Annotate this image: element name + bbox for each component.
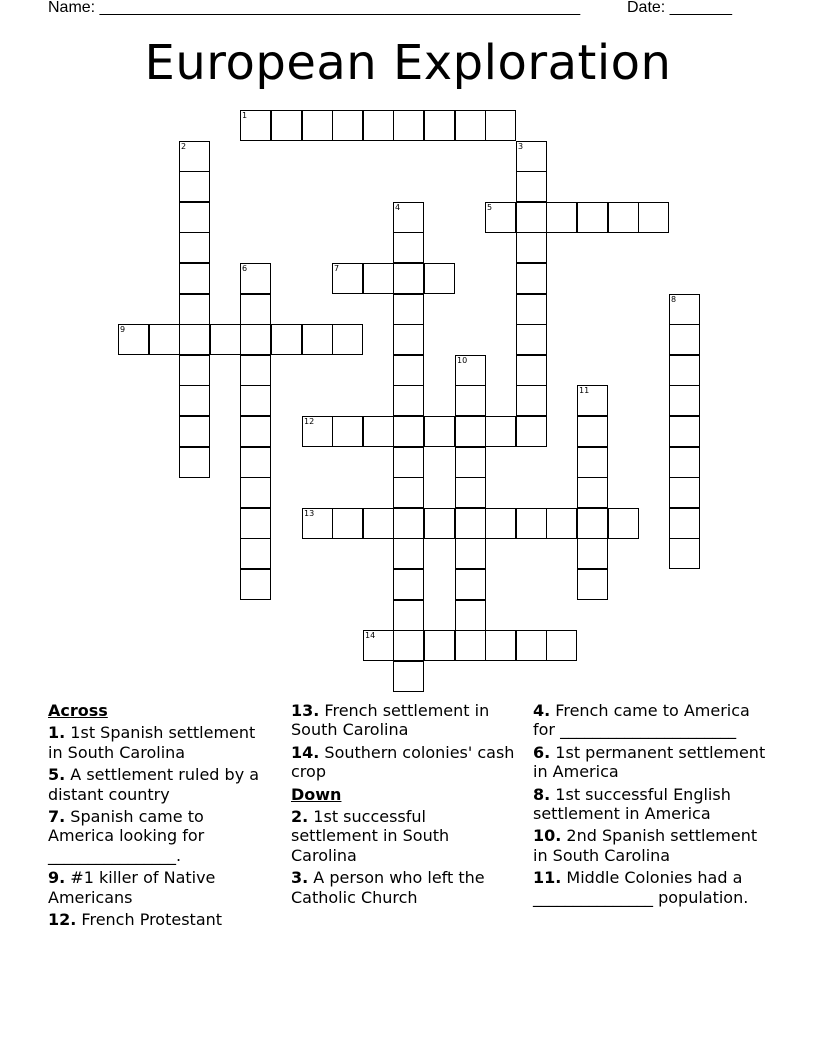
crossword-cell[interactable] <box>485 508 516 539</box>
crossword-cell[interactable] <box>516 630 547 661</box>
clue-item-number: 6. <box>533 742 551 762</box>
crossword-cell[interactable] <box>179 232 210 263</box>
crossword-cell[interactable] <box>240 447 271 478</box>
crossword-cell[interactable] <box>608 202 639 233</box>
clue-item-number: 5. <box>48 765 66 785</box>
crossword-cell[interactable] <box>455 569 486 600</box>
clue-item <box>48 868 273 907</box>
crossword-cell[interactable] <box>179 355 210 386</box>
clue-item-text: Spanish came to America looking for ________________. <box>48 807 205 865</box>
clue-item-text: 1st permanent settlement in America <box>533 742 766 782</box>
crossword-cell[interactable] <box>210 324 241 355</box>
crossword-cell[interactable] <box>332 416 363 447</box>
date-field[interactable]: Date: _______ <box>627 0 732 16</box>
clue-item-number: 10. <box>533 826 562 846</box>
clue-number: 12 <box>304 417 315 426</box>
crossword-cell[interactable] <box>669 416 700 447</box>
clue-number: 9 <box>120 325 126 334</box>
clue-item-number: 7. <box>48 807 66 827</box>
crossword-cell[interactable] <box>332 110 363 141</box>
clue-item <box>291 868 516 907</box>
clue-item-number: 9. <box>48 868 66 888</box>
clue-item-text: 1st successful settlement in South Carolina <box>291 807 450 865</box>
clues-column-1 <box>48 701 273 932</box>
crossword-cell[interactable] <box>179 171 210 202</box>
crossword-cell[interactable] <box>455 508 486 539</box>
crossword-cell[interactable] <box>363 263 394 294</box>
crossword-cell[interactable] <box>179 263 210 294</box>
crossword-cell[interactable] <box>485 416 516 447</box>
crossword-cell[interactable] <box>669 477 700 508</box>
crossword-cell[interactable] <box>516 263 547 294</box>
crossword-cell[interactable] <box>393 355 424 386</box>
clue-item-text: 1st successful English settlement in America <box>533 784 731 824</box>
clue-number: 3 <box>518 142 524 151</box>
clue-item <box>48 765 273 804</box>
crossword-cell[interactable] <box>669 355 700 386</box>
crossword-cell[interactable] <box>516 171 547 202</box>
crossword-cell[interactable] <box>240 416 271 447</box>
crossword-cell[interactable] <box>485 202 516 233</box>
clue-item-text: French came to America for ______________________ <box>533 701 750 740</box>
clue-item-number: 14. <box>291 742 320 762</box>
crossword-cell[interactable] <box>424 508 455 539</box>
crossword-cell[interactable] <box>393 294 424 325</box>
clue-number: 6 <box>242 264 248 273</box>
crossword-cell[interactable] <box>393 263 424 294</box>
crossword-cell[interactable] <box>577 447 608 478</box>
clue-item-text: #1 killer of Native Americans <box>48 868 216 907</box>
crossword-cell[interactable] <box>424 416 455 447</box>
crossword-cell[interactable] <box>608 508 639 539</box>
clue-number: 2 <box>181 142 187 151</box>
crossword-cell[interactable] <box>393 110 424 141</box>
clue-item-number: 1. <box>48 723 66 743</box>
crossword-cell[interactable] <box>393 202 424 233</box>
crossword-cell[interactable] <box>669 385 700 416</box>
clue-item <box>291 701 516 740</box>
crossword-cell[interactable] <box>179 202 210 233</box>
crossword-cell[interactable] <box>363 110 394 141</box>
crossword-cell[interactable] <box>393 569 424 600</box>
crossword-cell[interactable] <box>393 416 424 447</box>
crossword-cell[interactable] <box>240 385 271 416</box>
crossword-cell[interactable] <box>577 538 608 569</box>
crossword-cell[interactable] <box>240 477 271 508</box>
name-field[interactable]: Name: ______________________________________________________ <box>48 0 581 16</box>
crossword-cell[interactable] <box>302 324 333 355</box>
crossword-cell[interactable] <box>485 630 516 661</box>
crossword-cell[interactable] <box>455 416 486 447</box>
clue-item <box>291 743 516 782</box>
crossword-cell[interactable] <box>577 385 608 416</box>
clue-item <box>48 723 273 762</box>
crossword-cell[interactable] <box>179 385 210 416</box>
crossword-cell[interactable] <box>393 661 424 692</box>
crossword-cell[interactable] <box>516 324 547 355</box>
crossword-cell[interactable] <box>271 110 302 141</box>
crossword-cell[interactable] <box>669 538 700 569</box>
crossword-cell[interactable] <box>179 324 210 355</box>
clue-item-text: A settlement ruled by a distant country <box>48 765 260 804</box>
crossword-cell[interactable] <box>240 355 271 386</box>
crossword-cell[interactable] <box>363 416 394 447</box>
crossword-cell[interactable] <box>455 110 486 141</box>
crossword-cell[interactable] <box>516 416 547 447</box>
clue-item-text: 2nd Spanish settlement in South Carolina <box>533 826 758 865</box>
crossword-cell[interactable] <box>669 294 700 325</box>
crossword-cell[interactable] <box>271 324 302 355</box>
crossword-cell[interactable] <box>455 447 486 478</box>
clue-number: 7 <box>334 264 340 273</box>
crossword-cell[interactable] <box>118 324 149 355</box>
crossword-cell[interactable] <box>149 324 180 355</box>
crossword-cell[interactable] <box>240 324 271 355</box>
crossword-cell[interactable] <box>669 324 700 355</box>
crossword-cell[interactable] <box>332 263 363 294</box>
clue-item-text: Middle Colonies had a _______________ population. <box>533 868 749 907</box>
clue-item <box>533 868 773 907</box>
crossword-cell[interactable] <box>424 630 455 661</box>
crossword-cell[interactable] <box>455 477 486 508</box>
crossword-cell[interactable] <box>179 447 210 478</box>
clues-column-2 <box>291 701 516 910</box>
clue-item-text: 1st Spanish settlement in South Carolina <box>48 723 256 762</box>
crossword-cell[interactable] <box>240 508 271 539</box>
crossword-cell[interactable] <box>516 385 547 416</box>
crossword-cell[interactable] <box>393 447 424 478</box>
clue-item <box>533 743 773 782</box>
crossword-cell[interactable] <box>485 110 516 141</box>
clues-column-3 <box>533 701 773 910</box>
clue-item-text: Southern colonies' cash crop <box>291 742 515 782</box>
crossword-cell[interactable] <box>393 232 424 263</box>
crossword-cell[interactable] <box>240 569 271 600</box>
crossword-cell[interactable] <box>393 538 424 569</box>
clue-item-number: 8. <box>533 784 551 804</box>
down-heading: Down <box>291 784 342 804</box>
clue-number: 5 <box>487 203 493 212</box>
crossword-cell[interactable] <box>240 294 271 325</box>
crossword-cell[interactable] <box>302 508 333 539</box>
clue-number: 10 <box>457 356 468 365</box>
crossword-cell[interactable] <box>240 538 271 569</box>
crossword-cell[interactable] <box>669 508 700 539</box>
clue-item-number: 13. <box>291 701 320 720</box>
crossword-cell[interactable] <box>363 508 394 539</box>
clue-number: 4 <box>395 203 401 212</box>
crossword-cell[interactable] <box>669 447 700 478</box>
crossword-cell[interactable] <box>393 477 424 508</box>
clue-number: 14 <box>365 631 376 640</box>
crossword-cell[interactable] <box>577 569 608 600</box>
crossword-cell[interactable] <box>455 355 486 386</box>
page-title: European Exploration <box>144 35 672 91</box>
crossword-cell[interactable] <box>577 416 608 447</box>
crossword-cell[interactable] <box>393 385 424 416</box>
crossword-cell[interactable] <box>546 630 577 661</box>
clue-item <box>48 910 273 929</box>
crossword-cell[interactable] <box>179 294 210 325</box>
clue-item-text: A person who left the Catholic Church <box>291 868 485 907</box>
crossword-cell[interactable] <box>393 324 424 355</box>
crossword-cell[interactable] <box>179 416 210 447</box>
crossword-cell[interactable] <box>455 538 486 569</box>
crossword-cell[interactable] <box>363 630 394 661</box>
clue-item-text: French settlement in South Carolina <box>291 701 490 740</box>
crossword-cell[interactable] <box>424 263 455 294</box>
crossword-cell[interactable] <box>577 477 608 508</box>
clue-item <box>533 701 773 740</box>
crossword-cell[interactable] <box>240 110 271 141</box>
crossword-cell[interactable] <box>332 508 363 539</box>
crossword-cell[interactable] <box>516 294 547 325</box>
crossword-cell[interactable] <box>455 630 486 661</box>
crossword-cell[interactable] <box>546 508 577 539</box>
across-heading: Across <box>48 701 108 720</box>
crossword-cell[interactable] <box>302 110 333 141</box>
clue-item <box>291 807 516 865</box>
clue-item <box>48 807 273 865</box>
clue-number: 13 <box>304 509 315 518</box>
crossword-cell[interactable] <box>516 355 547 386</box>
clue-item-text: French Protestant <box>76 910 223 930</box>
crossword-cell[interactable] <box>516 508 547 539</box>
clue-item-number: 3. <box>291 868 309 888</box>
crossword-cell[interactable] <box>240 263 271 294</box>
crossword-cell[interactable] <box>393 600 424 631</box>
clue-item-number: 4. <box>533 701 551 720</box>
crossword-cell[interactable] <box>638 202 669 233</box>
clue-number: 8 <box>671 295 677 304</box>
crossword-cell[interactable] <box>546 202 577 233</box>
crossword-cell[interactable] <box>393 508 424 539</box>
crossword-cell[interactable] <box>516 202 547 233</box>
clue-item-number: 11. <box>533 868 562 888</box>
clue-item <box>533 826 773 865</box>
crossword-cell[interactable] <box>424 110 455 141</box>
crossword-cell[interactable] <box>455 600 486 631</box>
clue-item <box>533 785 773 824</box>
crossword-cell[interactable] <box>332 324 363 355</box>
crossword-cell[interactable] <box>393 630 424 661</box>
clue-item-number: 12. <box>48 910 77 930</box>
crossword-cell[interactable] <box>179 141 210 172</box>
crossword-cell[interactable] <box>516 141 547 172</box>
crossword-cell[interactable] <box>577 508 608 539</box>
clue-item-number: 2. <box>291 807 309 827</box>
crossword-cell[interactable] <box>577 202 608 233</box>
crossword-cell[interactable] <box>302 416 333 447</box>
clue-number: 1 <box>242 111 248 120</box>
crossword-cell[interactable] <box>455 385 486 416</box>
crossword-cell[interactable] <box>516 232 547 263</box>
clue-number: 11 <box>579 386 590 395</box>
